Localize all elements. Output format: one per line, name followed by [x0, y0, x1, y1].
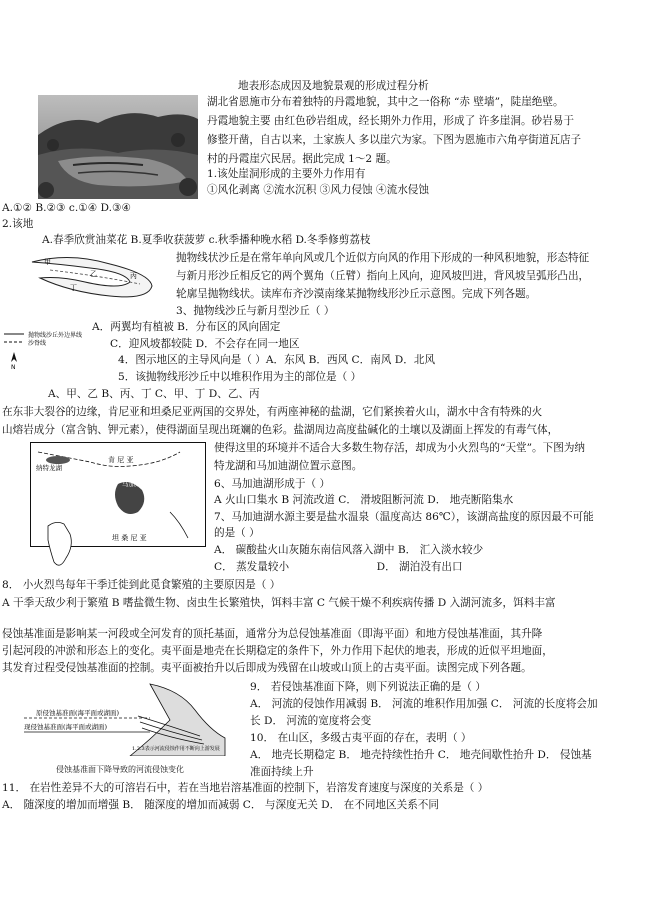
q8-options: A 干季天敌少利于繁殖 B 嗜盐微生物、卤虫生长繁殖快，饵料丰富 C 气候干燥不利疾病传播 D 入湖河流多，饵料丰富	[2, 597, 556, 609]
q2-stem: 2.该地	[2, 218, 34, 230]
dune-diagram	[30, 250, 160, 308]
legend-outer-boundary: 抛物线沙丘外边界线	[28, 332, 83, 339]
q1-items: ①风化剥离 ②流水沉积 ③风力侵蚀 ④流水侵蚀	[207, 184, 429, 196]
label-lake-natron: 纳特龙湖	[36, 464, 62, 472]
q9-options-1: A． 河流的侵蚀作用减弱 B． 河流的堆积作用加强 C． 河流的长度将会加	[250, 698, 598, 710]
q3-stem: 3、抛物线沙丘与新月型沙丘（ ）	[176, 305, 335, 317]
label-kenya: 肯 尼 亚	[108, 456, 134, 464]
passage-3-line: 山熔岩成分（富含钠、钾元素），使得湖面呈现出斑斓的色彩。盐湖周边高度盐碱化的土壤以及湖面上挥发的有毒气体，	[2, 424, 559, 436]
legend-ridge-line: 沙脊线	[28, 340, 47, 347]
erosion-base-diagram	[20, 680, 232, 756]
q10-options-2: 准面持续上升	[250, 766, 314, 778]
label-lake-magadi: 马加迪湖	[122, 480, 148, 488]
q8-stem: 8． 小火烈鸟每年干季迁徙到此觅食繁殖的主要原因是（ ）	[2, 579, 281, 591]
q1-options: A.①② B.②③ c.①④ D.③④	[2, 202, 132, 214]
passage-1-line: 修整开凿，自古以来，土家族人 多以崖穴为家。下图为恩施市六角亭街道瓦店子	[207, 134, 582, 146]
q2-options: A.春季欣赏油菜花 B.夏季收获菠萝 c.秋季播种晚水稻 D.冬季修剪荔枝	[42, 234, 371, 246]
passage-1-line: 村的丹霞崖穴民居。据此完成 1～2 题。	[207, 153, 397, 165]
q7-options-cd: C． 蒸发量较小 D． 湖泊没有出口	[214, 561, 463, 573]
q11-stem: 11． 在岩性差异不大的可溶岩石中，若在当地岩溶基准面的控制下，岩溶发育速度与深度的关系是（ ）	[2, 782, 489, 794]
figure-caption: 侵蚀基准面下降导致的河流侵蚀变化	[56, 765, 184, 774]
q9-stem: 9． 若侵蚀基准面下降，则下列说法正确的是（ ）	[250, 681, 486, 693]
label-current-base: 现侵蚀基准面(海平面或湖面)	[24, 723, 108, 731]
q7-stem-2: 的是（ ）	[214, 527, 260, 539]
label-erosion-stages: 1.2.3表示河流侵蚀作用不断向上游发展	[132, 746, 220, 752]
passage-3-line: 在东非大裂谷的边缘，肯尼亚和坦桑尼亚两国的交界处，有两座神秘的盐湖，它们紧挨着火山，湖水中含有特殊的火	[2, 406, 543, 418]
q1-stem: 1.该处崖洞形成的主要外力作用有	[207, 168, 366, 180]
q4-text: 4．图示地区的主导风向是（ ）A．东风 B．西风 C．南风 D．北风	[118, 354, 436, 366]
q3-options-ab: A．两翼均有植被 B．分布区的风向固定	[92, 321, 281, 333]
q7-options-ab: A． 碳酸盐火山灰随东南信风落入湖中 B． 汇入淡水较少	[214, 544, 484, 556]
q7-stem: 7、马加迪湖水源主要是盐水温泉（温度高达 86℃），该湖高盐度的原因最不可能	[214, 511, 594, 523]
dune-label-bing: 丙	[130, 272, 137, 280]
dune-label-yi: 乙	[90, 270, 97, 278]
passage-3-line: 特龙湖和马加迪湖位置示意图。	[214, 460, 363, 472]
passage-2-line: 抛物线状沙丘是在常年单向风或几个近似方向风的作用下形成的一种风积地貌，形态特征	[176, 252, 590, 264]
dune-label-jia: 甲	[44, 258, 51, 266]
q9-options-2: 长 D． 河流的宽度将会变	[250, 715, 372, 727]
north-label: N	[11, 364, 16, 370]
passage-1-line: 丹霞地貌主要 由红色砂岩组成，经长期外力作用，形成了 许多崖洞。砂岩易于	[207, 115, 574, 127]
danxia-photo	[38, 95, 198, 199]
passage-2-line: 与新月形沙丘相反它的两个翼角（丘臂）指向上风向，迎风坡凹进，背风坡呈弧形凸出，	[176, 270, 590, 282]
passage-4-line: 其发育过程受侵蚀基准面的控制。夷平面被抬升以后即成为残留在山坡或山顶上的古夷平面。读图完成下列各题。	[2, 662, 532, 674]
q10-options-1: A． 地壳长期稳定 B． 地壳持续性抬升 C． 地壳间歇性抬升 D． 侵蚀基	[250, 749, 592, 761]
q6-stem: 6、马加迪湖形成于（ ）	[214, 478, 331, 490]
passage-2-line: 轮廓呈抛物线状。读库布齐沙漠南缘某抛物线形沙丘示意图。完成下列各题。	[176, 288, 537, 300]
q5-options: A、甲、乙 B、丙、丁 C、甲、丁 D、乙、丙	[48, 388, 260, 400]
q11-options: A． 随深度的增加而增强 B． 随深度的增加而减弱 C． 与深度无关 D． 在不同地区关系不同	[2, 799, 439, 811]
passage-4-line: 引起河段的冲淤和形态上的变化。夷平面是地壳在长期稳定的条件下，外力作用下起伏的地表，形成的近似平坦地面，	[2, 645, 553, 657]
q3-options-cd: C．迎风坡都较陡 D．不会存在同一地区	[110, 338, 300, 350]
passage-1-line: 湖北省恩施市分布着独特的丹霞地貌，其中之一俗称 “赤 壁墙”，陡崖绝壁。	[207, 96, 564, 108]
q6-options: A 火山口集水 B 河流改道 C． 滑坡阻断河流 D． 地壳断陷集水	[214, 494, 514, 506]
passage-4-line: 侵蚀基准面是影响某一河段或全河发育的顶托基面，通常分为总侵蚀基准面（即海平面）和地方侵蚀基准面，其升降	[2, 628, 543, 640]
dune-legend	[2, 330, 92, 370]
q5-stem: 5．该抛物线形沙丘中以堆积作用为主的部位是（ ）	[118, 371, 362, 383]
page-title: 地表形态成因及地貌景观的形成过程分析	[238, 80, 429, 92]
label-tanzania: 坦 桑 尼 亚	[112, 534, 147, 542]
q10-stem: 10． 在山区，多级古夷平面的存在，表明（ ）	[250, 732, 472, 744]
dune-label-ding: 丁	[70, 284, 77, 292]
north-arrow-icon	[11, 352, 17, 362]
passage-3-line: 使得这里的环境并不适合大多数生物存活，却成为小火烈鸟的“天堂”。下图为纳	[214, 442, 586, 454]
lakes-map	[30, 442, 206, 574]
label-original-base: 原侵蚀基准面(海平面或湖面)	[36, 709, 120, 717]
